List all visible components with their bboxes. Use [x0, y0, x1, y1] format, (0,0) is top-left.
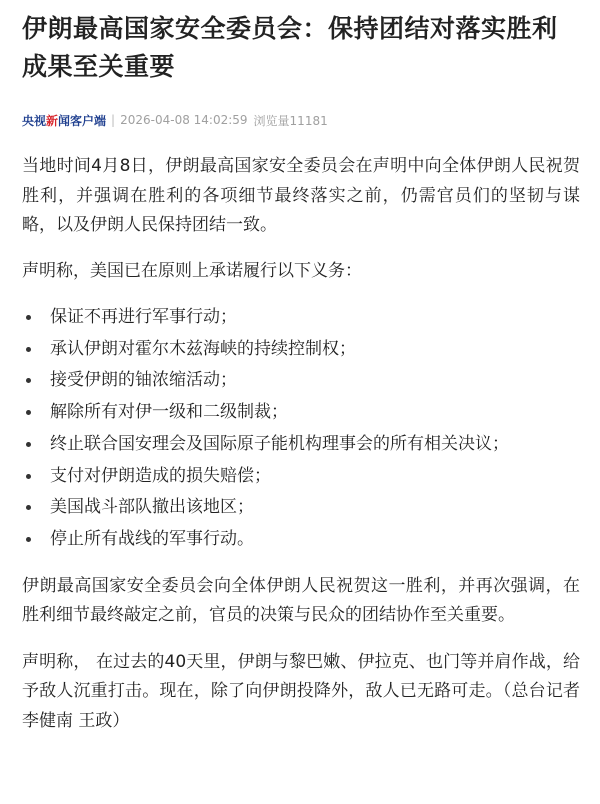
- source-logo-part2: 新: [46, 113, 59, 128]
- list-item: [50, 334, 580, 366]
- list-item-text: 支付对伊朗造成的损失赔偿；: [50, 465, 271, 486]
- list-item-text: 解除所有对伊一级和二级制裁；: [50, 402, 288, 423]
- bullet-icon: [26, 410, 31, 415]
- list-item-text: 承认伊朗对霍尔木兹海峡的持续控制权；: [50, 338, 356, 359]
- list-item-text: 接受伊朗的铀浓缩活动；: [50, 370, 237, 391]
- list-item-text: 保证不再进行军事行动；: [50, 307, 237, 327]
- publish-timestamp: 2026-04-08 14:02:59: [120, 113, 248, 127]
- list-item: [50, 397, 580, 429]
- list-item-text: 美国战斗部队撤出该地区；: [50, 497, 254, 518]
- bullet-icon: [26, 315, 31, 320]
- article-meta: [22, 110, 580, 130]
- bullet-icon: [26, 378, 31, 383]
- bullet-icon: [26, 347, 31, 352]
- article-title: 伊朗最高国家安全委员会：保持团结对落实胜利成果至关重要: [22, 14, 558, 81]
- paragraph-intro: 当地时间4月8日，伊朗最高国家安全委员会在声明中向全体伊朗人民祝贺胜利，并强调在胜利的各项细节最终落实之前，仍需官员们的坚韧与谋略，以及伊朗人民保持团结一致。: [22, 156, 580, 235]
- source-logo[interactable]: [22, 112, 106, 129]
- source-logo-part3: 闻客户端: [58, 113, 107, 128]
- source-logo-part1: 央视: [22, 113, 47, 128]
- list-item: [50, 461, 580, 493]
- list-item-text: 停止所有战线的军事行动。: [50, 528, 254, 549]
- obligations-list: [22, 302, 580, 556]
- list-item: [50, 524, 580, 556]
- paragraph-closing: 声明称， 在过去的40天里，伊朗与黎巴嫩、伊拉克、也门等并肩作战，给予敌人沉重打击。现在，除了向伊朗投降外，敌人已无路可走。（总台记者 李健南 王政）: [22, 651, 580, 731]
- list-item: [50, 302, 580, 334]
- paragraph-congratulation: 伊朗最高国家安全委员会向全体伊朗人民祝贺这一胜利，并再次强调，在胜利细节最终敲定之前，官员的决策与民众的团结协作至关重要。: [22, 575, 580, 626]
- bullet-icon: [26, 474, 31, 479]
- meta-separator: |: [111, 113, 116, 127]
- view-count: 浏览量11181: [253, 113, 328, 128]
- bullet-icon: [26, 442, 31, 447]
- list-item-text: 终止联合国安理会及国际原子能机构理事会的所有相关决议；: [50, 433, 509, 454]
- list-item: [50, 429, 580, 461]
- list-item: [50, 365, 580, 397]
- list-item: [50, 492, 580, 524]
- bullet-icon: [26, 505, 31, 510]
- bullet-icon: [26, 537, 31, 542]
- paragraph-statement: 声明称，美国已在原则上承诺履行以下义务：: [22, 260, 362, 281]
